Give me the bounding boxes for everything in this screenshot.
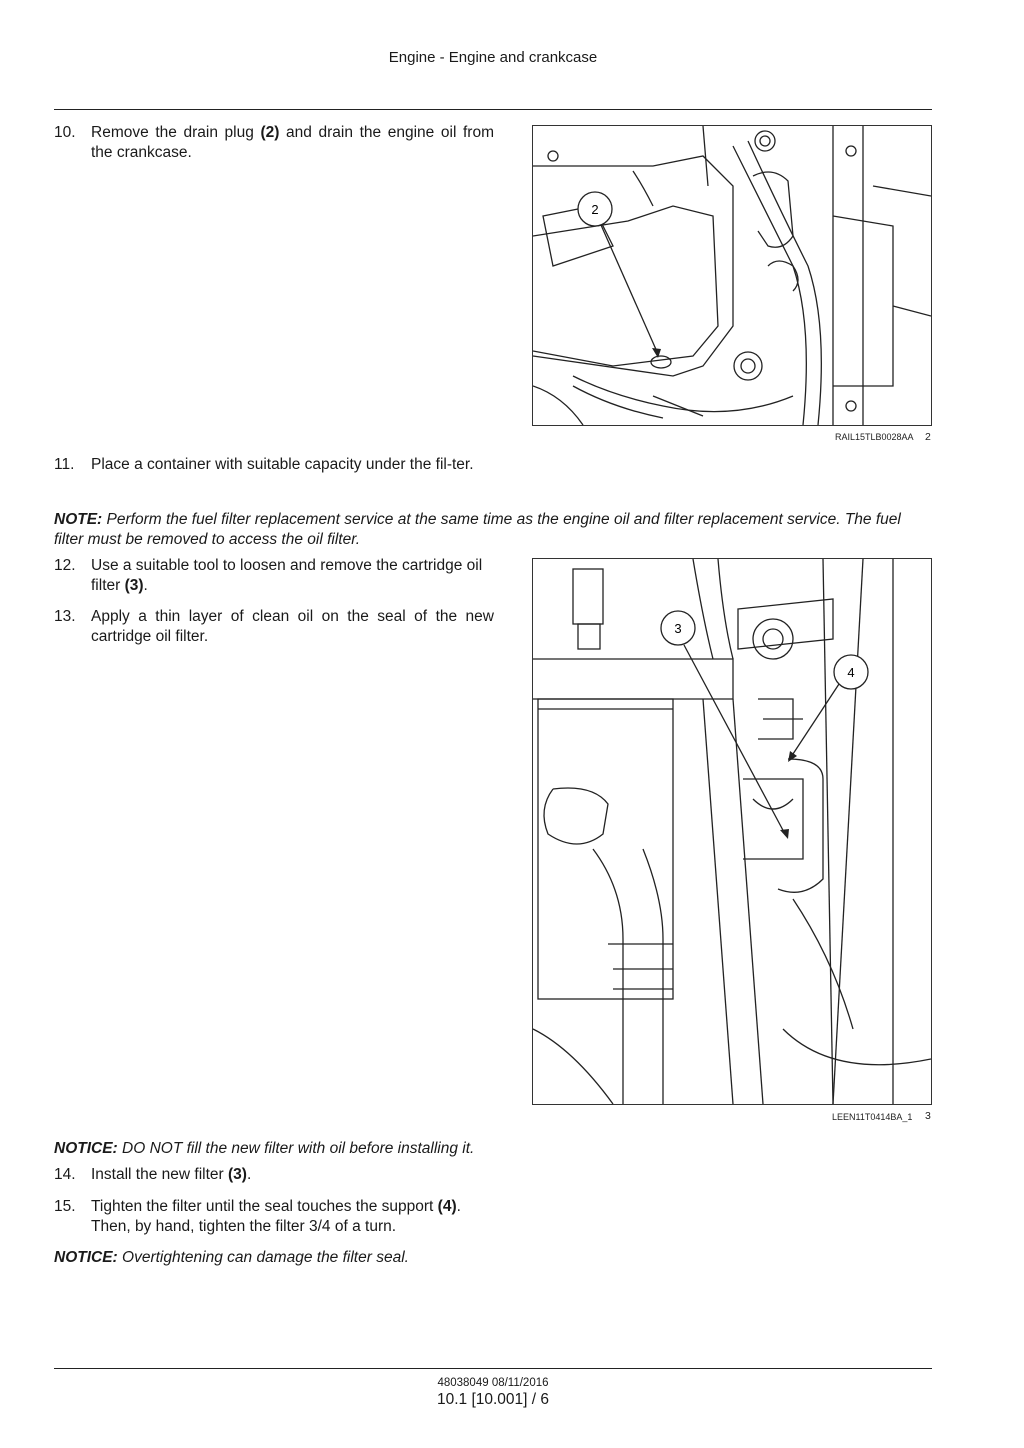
- step-text: Use a suitable tool to loosen and remove the cartridge oil filter: [91, 557, 483, 594]
- step-15: [54, 1197, 494, 1237]
- step-11: [54, 455, 494, 475]
- step-number: 10.: [54, 124, 76, 141]
- callout-3: 3: [674, 621, 682, 636]
- step-text: Apply a thin layer of clean oil on the seal of the new cartridge oil filter.: [91, 608, 494, 645]
- notice-overtightening: [54, 1248, 934, 1268]
- footer-divider: [54, 1368, 932, 1369]
- oil-filter-illustration: [533, 559, 931, 1104]
- step-12: [54, 556, 494, 596]
- step-ref: (4): [437, 1198, 457, 1215]
- engine-drain-plug-illustration: [533, 126, 931, 425]
- step-number: 13.: [54, 608, 76, 625]
- step-13: [54, 607, 494, 647]
- figure-ref-code: LEEN11T0414BA_1: [832, 1112, 913, 1122]
- step-number: 15.: [54, 1198, 76, 1215]
- step-ref: (2): [260, 124, 280, 141]
- notice-label: NOTICE:: [54, 1140, 118, 1157]
- figure-oil-filter: [532, 558, 932, 1105]
- step-14: [54, 1165, 494, 1185]
- step-text-end: .: [246, 1166, 252, 1183]
- footer-doc-id: 48038049 08/11/2016: [437, 1377, 549, 1389]
- step-10: [54, 123, 494, 163]
- notice-label: NOTICE:: [54, 1249, 118, 1266]
- callout-2: 2: [591, 202, 599, 217]
- note-fuel-filter: [54, 510, 934, 550]
- step-number: 12.: [54, 557, 76, 574]
- note-label: NOTE:: [54, 511, 103, 528]
- step-text-end: and drain the engine oil from the crankcase.: [91, 124, 494, 161]
- step-ref: (3): [124, 577, 144, 594]
- step-text: Place a container with suitable capacity under the fil-ter.: [91, 456, 474, 473]
- figure-ref-code: RAIL15TLB0028AA: [835, 432, 914, 442]
- step-ref: (3): [227, 1166, 247, 1183]
- page-header-title: Engine - Engine and crankcase: [388, 49, 598, 66]
- step-text-end: . Then, by hand, tighten the filter 3/4 of a turn.: [91, 1198, 461, 1235]
- callout-4: 4: [847, 665, 855, 680]
- notice-do-not-fill: [54, 1139, 934, 1159]
- step-number: 11.: [54, 456, 75, 473]
- figure-number: 3: [925, 1110, 931, 1122]
- step-number: 14.: [54, 1166, 76, 1183]
- figure-number: 2: [925, 431, 931, 443]
- footer-page-number: 10.1 [10.001] / 6: [436, 1391, 550, 1408]
- note-text: Perform the fuel filter replacement service at the same time as the engine oil and filter replacement service. The fuel filter must be removed to access the oil filter.: [54, 511, 901, 548]
- notice-text: Overtightening can damage the filter seal.: [117, 1249, 409, 1266]
- header-divider: [54, 109, 932, 110]
- step-text-end: .: [143, 577, 148, 594]
- step-text: Remove the drain plug: [91, 124, 261, 141]
- notice-text: DO NOT fill the new filter with oil before installing it.: [117, 1140, 475, 1157]
- step-text: Tighten the filter until the seal touches the support: [91, 1198, 438, 1215]
- step-text: Install the new filter: [91, 1166, 228, 1183]
- figure-drain-plug: [532, 125, 932, 426]
